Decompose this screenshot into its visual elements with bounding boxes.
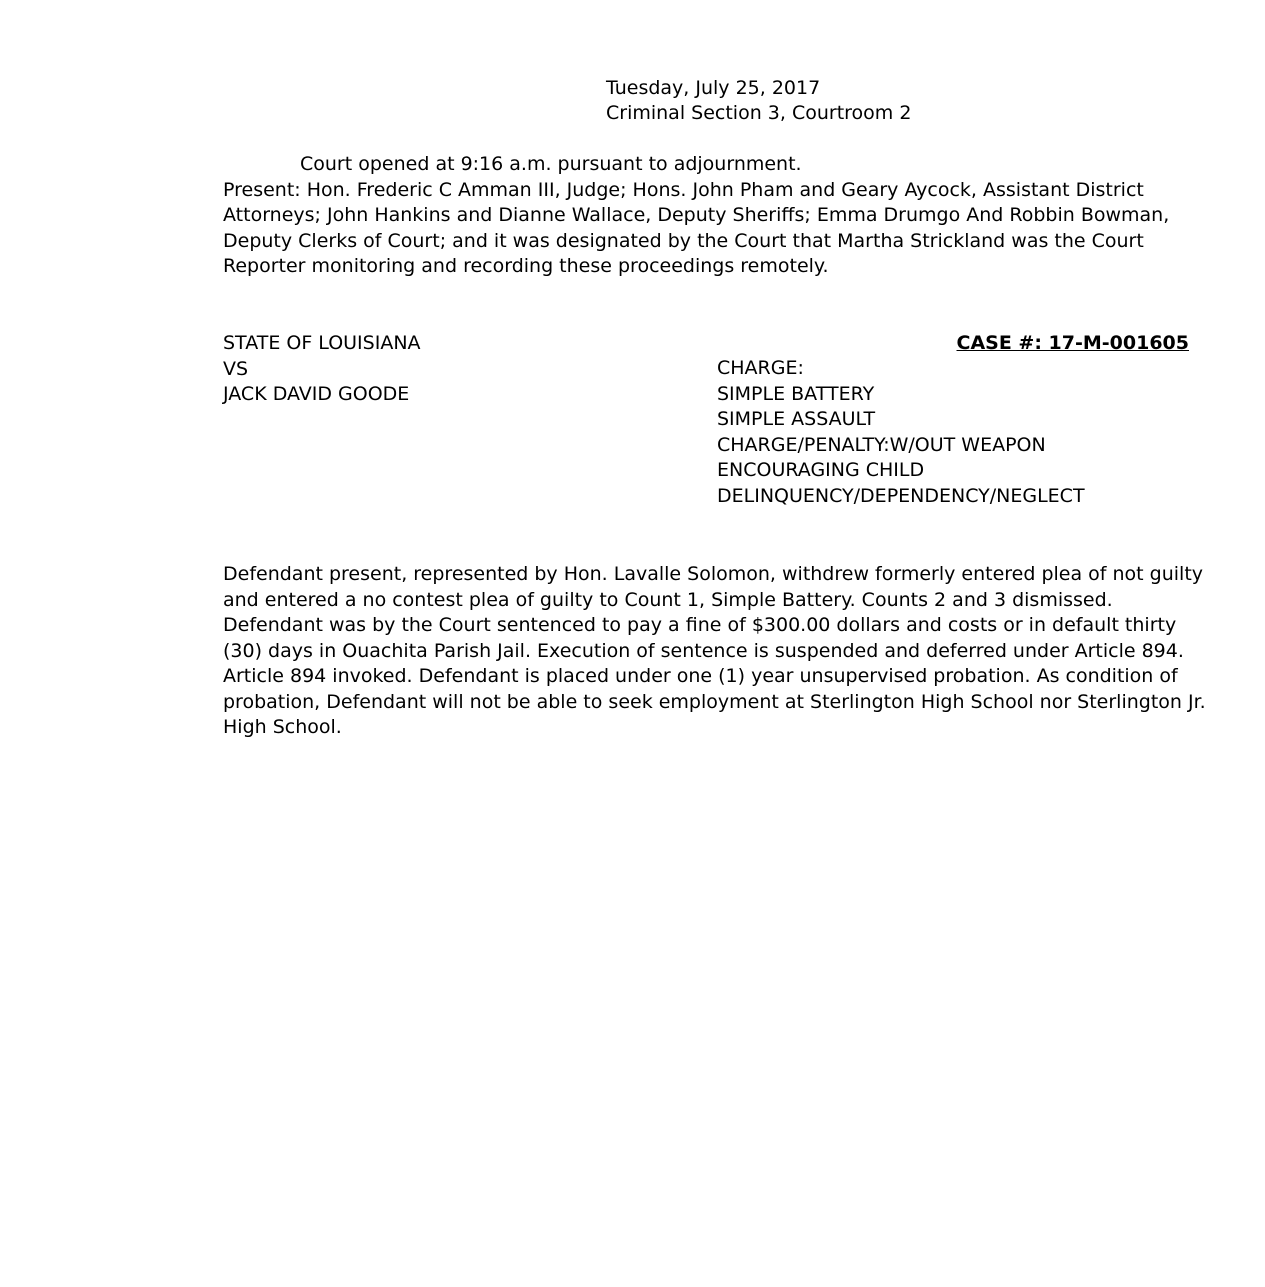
charge-item: SIMPLE ASSAULT (717, 408, 876, 430)
charge-item: CHARGE/PENALTY:W/OUT WEAPON (717, 433, 1046, 456)
court-opened-line: Court opened at 9:16 a.m. pursuant to adjournment. (300, 153, 802, 175)
versus: VS (223, 357, 249, 380)
disposition-paragraph: Defendant present, represented by Hon. Lavalle Solomon, withdrew formerly entered plea of not guilty and entered a no contest plea of guilty to Count 1, Simple Battery. Counts 2 and 3 dismissed. Defendant was by the Court sentenced to pay a fine of $300.00 dollars and costs or in default thirty (30) days in Ouachita Parish Jail. Execution of sentence is suspended and deferred under Article 894. Article 894 invoked. Defendant is placed under one (1) year unsupervised probation. As condition of probation, Defendant will not be able to seek employment at Sterlington High School nor Sterlington Jr. High School. (223, 563, 1206, 738)
charge-label: CHARGE: (717, 357, 804, 379)
charge-item: SIMPLE BATTERY (717, 382, 875, 405)
charge-item: DELINQUENCY/DEPENDENCY/NEGLECT (717, 484, 1085, 507)
plaintiff: STATE OF LOUISIANA (223, 332, 421, 354)
charges-list (717, 356, 1085, 509)
charge-item: ENCOURAGING CHILD (717, 459, 925, 481)
defendant: JACK DAVID GOODE (223, 383, 410, 405)
present-parties: Present: Hon. Frederic C Amman III, Judge; Hons. John Pham and Geary Aycock, Assistant District Attorneys; John Hankins and Dianne Wallace, Deputy Sheriffs; Emma Drumgo And Robbin Bowman, Deputy Clerks of Court; and it was designated by the Court that Martha Strickland was the Court Reporter monitoring and recording these proceedings remotely. (223, 178, 1170, 277)
session-date: Tuesday, July 25, 2017 (606, 77, 821, 99)
case-parties (223, 331, 421, 408)
session-section: Criminal Section 3, Courtroom 2 (606, 102, 912, 124)
opening-paragraph (223, 152, 1213, 280)
case-number: CASE #: 17-M-001605 (956, 332, 1189, 354)
session-header (606, 76, 911, 126)
